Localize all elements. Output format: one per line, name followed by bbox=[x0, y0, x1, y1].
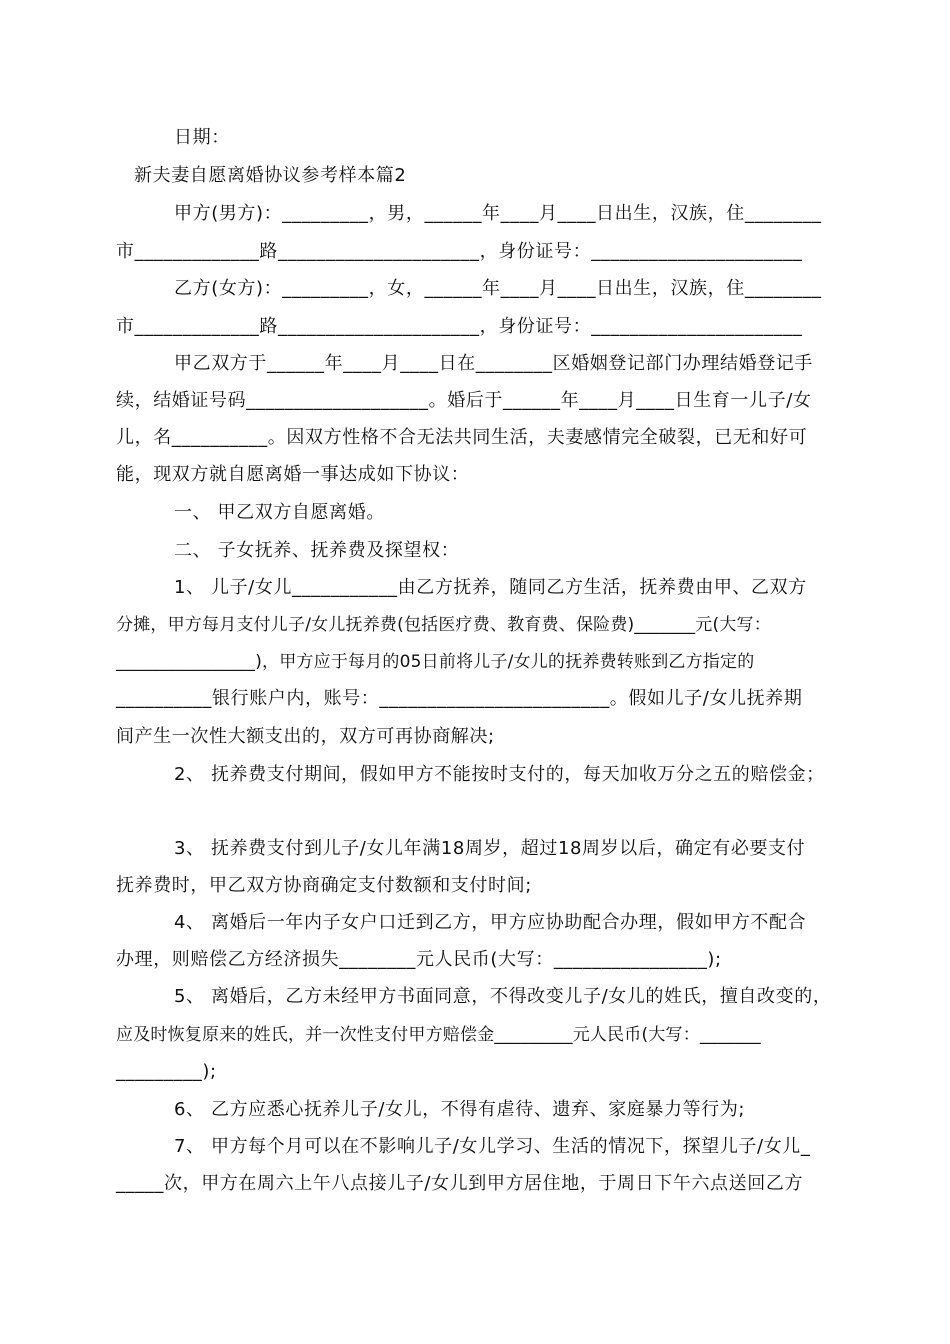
clause-2-heading: 二、 子女抚养、抚养费及探望权： bbox=[174, 540, 460, 561]
marriage-paragraph-line-3: 儿，名__________。因双方性格不合无法共同生活，夫妻感情完全破裂，已无和好可 bbox=[116, 427, 808, 448]
party-b-line-1: 乙方(女方)：_________，女，______年____月____日出生，汉族，住________ bbox=[174, 278, 822, 299]
item-4-line-2: 办理，则赔偿乙方经济损失________元人民币(大写：________________); bbox=[116, 949, 722, 970]
item-1-line-3: ________________)，甲方应于每月的05日前将儿子/女儿的抚养费转账到乙方指定的 bbox=[116, 652, 755, 672]
date-label: 日期： bbox=[174, 127, 230, 148]
document-title: 新夫妻自愿离婚协议参考样本篇2 bbox=[134, 165, 407, 186]
marriage-paragraph-line-2: 续，结婚证号码___________________。婚后于______年____月____日生育一儿子/女 bbox=[116, 390, 812, 411]
item-1-line-1: 1、 儿子/女儿___________由乙方抚养，随同乙方生活，抚养费由甲、乙双方 bbox=[174, 577, 807, 598]
item-5-line-1: 5、 离婚后，乙方未经甲方书面同意，不得改变儿子/女儿的姓氏，擅自改变的， bbox=[174, 986, 832, 1007]
item-1-line-5: 间产生一次性大额支出的，双方可再协商解决; bbox=[116, 726, 495, 747]
item-4-line-1: 4、 离婚后一年内子女户口迁到乙方，甲方应协助配合办理，假如甲方不配合 bbox=[174, 912, 807, 933]
item-3-line-1: 3、 抚养费支付到儿子/女儿年满18周岁，超过18周岁以后，确定有必要支付 bbox=[174, 838, 806, 859]
item-7-line-1: 7、 甲方每个月可以在不影响儿子/女儿学习、生活的情况下，探望儿子/女儿_ bbox=[174, 1136, 811, 1157]
item-5-line-3: _________); bbox=[116, 1061, 217, 1082]
clause-1-heading: 一、 甲乙双方自愿离婚。 bbox=[174, 502, 385, 523]
party-a-line-2: 市_____________路_____________________，身份证号：______________________ bbox=[116, 241, 803, 262]
item-1-line-2: 分摊，甲方每月支付儿子/女儿抚养费(包括医疗费、教育费、保险费)_______元(大写： bbox=[116, 615, 771, 635]
item-3-line-2: 抚养费时，甲乙双方协商确定支付数额和支付时间; bbox=[116, 875, 532, 896]
party-a-line-1: 甲方(男方)：_________，男，______年____月____日出生，汉族，住________ bbox=[174, 203, 822, 224]
marriage-paragraph-line-4: 能，现双方就自愿离婚一事达成如下协议： bbox=[116, 464, 470, 485]
marriage-paragraph-line-1: 甲乙双方于______年____月____日在________区婚姻登记部门办理结婚登记手 bbox=[174, 353, 813, 374]
item-2-line-1: 2、 抚养费支付期间，假如甲方不能按时支付的，每天加收万分之五的赔偿金； bbox=[174, 764, 825, 785]
item-5-line-2: 应及时恢复原来的姓氏，并一次性支付甲方赔偿金_________元人民币(大写：_______ bbox=[116, 1025, 761, 1045]
item-7-line-2: _____次，甲方在周六上午八点接儿子/女儿到甲方居住地，于周日下午六点送回乙方 bbox=[116, 1173, 804, 1194]
item-6-line-1: 6、 乙方应悉心抚养儿子/女儿，不得有虐待、遗弃、家庭暴力等行为; bbox=[174, 1099, 746, 1120]
party-b-line-2: 市_____________路_____________________，身份证号：______________________ bbox=[116, 316, 803, 337]
item-1-line-4: __________银行账户内，账号：________________________。假如儿子/女儿抚养期 bbox=[116, 688, 803, 709]
